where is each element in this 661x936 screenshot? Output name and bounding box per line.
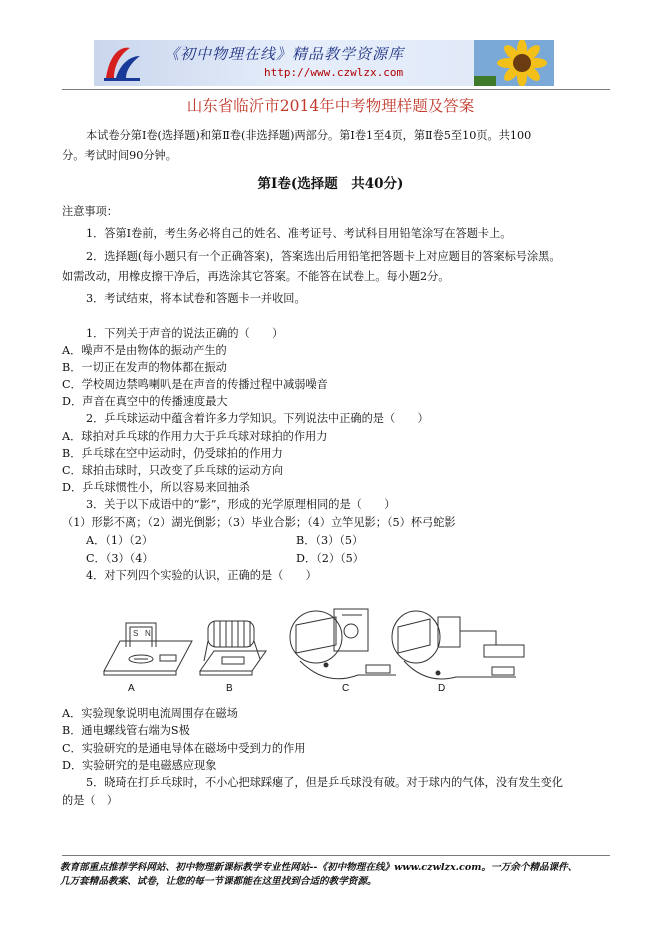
q1-option: B．一切正在发声的物体都在振动 [62, 361, 227, 374]
section-title: 第Ⅰ卷(选择题 共40分) [257, 176, 404, 192]
figure-label-b: B [226, 683, 233, 694]
q2-stem: 2．乒乓球运动中蕴含着许多力学知识。下列说法中正确的是（ ） [86, 412, 429, 425]
q4-experiment-figures [96, 601, 566, 697]
figure-b [200, 621, 266, 675]
q4-option: A．实验现象说明电流周围存在磁场 [62, 707, 238, 720]
q5-line-1: 5．晓琦在打乒乓球时，不小心把球踩瘪了，但是乒乓球没有破。对于球内的气体，没有发生变化 [86, 776, 563, 789]
q2-option: A．球拍对乒乓球的作用力大于乒乓球对球拍的作用力 [62, 430, 328, 443]
note-item: 3．考试结束，将本试卷和答题卡一并收回。 [86, 292, 306, 305]
q2-option: D．乒乓球惯性小，所以容易来回抽杀 [62, 481, 250, 494]
figure-a-n-label: N [145, 629, 151, 638]
notes-heading: 注意事项： [62, 205, 118, 218]
q3-option-a: A．（1）（2） [86, 534, 154, 547]
q1-stem: 1．下列关于声音的说法正确的（ ） [86, 327, 284, 340]
footer-line-2: 几万套精品教案、试卷，让您的每一节课都能在这里找到合适的教学资源。 [60, 876, 377, 887]
intro-line-1: 本试卷分第Ⅰ卷(选择题)和第Ⅱ卷(非选择题)两部分。第Ⅰ卷1至4页，第Ⅱ卷5至10页。共100 [86, 129, 532, 142]
banner-url: http://www.czwlzx.com [264, 66, 404, 79]
q4-stem: 4．对下列四个实验的认识，正确的是（ ） [86, 569, 317, 582]
q1-option: A．噪声不是由物体的振动产生的 [62, 344, 227, 357]
q1-option: C．学校周边禁鸣喇叭是在声音的传播过程中减弱噪音 [62, 378, 328, 391]
q4-option: B．通电螺线管右端为S极 [62, 724, 190, 737]
q3-stem: 3．关于以下成语中的“影”，形成的光学原理相同的是（ ） [86, 498, 396, 511]
figure-label-d: D [438, 683, 446, 694]
intro-line-2: 分。考试时间90分钟。 [62, 149, 177, 162]
q2-option: B．乒乓球在空中运动时，仍受球拍的作用力 [62, 447, 283, 460]
header-banner [94, 40, 554, 86]
footer-line-1: 教育部重点推荐学科网站、初中物理新课标教学专业性网站--《初中物理在线》www.czwlzx.com。一万余个精品课件、 [60, 862, 578, 873]
note-item: 2．选择题(每小题只有一个正确答案)，答案选出后用铅笔把答题卡上对应题目的答案标号涂黑。 [86, 250, 561, 263]
note-item: 如需改动，用橡皮擦干净后，再选涂其它答案。不能答在试卷上。每小题2分。 [62, 270, 450, 283]
figure-label-c: C [342, 683, 350, 694]
figure-a-s-label: S [133, 629, 139, 638]
q3-option-d: D．（2）（5） [296, 552, 364, 565]
figure-a [104, 623, 192, 675]
sunflower-image [474, 40, 554, 86]
note-item: 1．答第Ⅰ卷前，考生务必将自己的姓名、准考证号、考试科目用铅笔涂写在答题卡上。 [86, 227, 512, 240]
q4-option: C．实验研究的是通电导体在磁场中受到力的作用 [62, 742, 306, 755]
figure-d [392, 611, 524, 679]
q3-option-c: C．（3）（4） [86, 552, 154, 565]
q5-line-2: 的是（ ） [62, 794, 118, 807]
q1-option: D．声音在真空中的传播速度最大 [62, 395, 228, 408]
header-rule [62, 89, 610, 90]
q3-sub: （1）形影不离；（2）湖光倒影；（3）毕业合影；（4）立竿见影；（5）杯弓蛇影 [62, 516, 456, 529]
banner-title: 《初中物理在线》精品教学资源库 [164, 45, 405, 63]
q2-option: C．球拍击球时，只改变了乒乓球的运动方向 [62, 464, 284, 477]
footer [60, 861, 577, 889]
logo-icon [100, 42, 144, 84]
q4-option: D．实验研究的是电磁感应现象 [62, 759, 217, 772]
q3-option-b: B．（3）（5） [296, 534, 364, 547]
figure-label-a: A [128, 683, 135, 694]
figure-c [290, 609, 396, 679]
page-title: 山东省临沂市2014年中考物理样题及答案 [186, 97, 475, 115]
footer-rule [62, 855, 610, 856]
